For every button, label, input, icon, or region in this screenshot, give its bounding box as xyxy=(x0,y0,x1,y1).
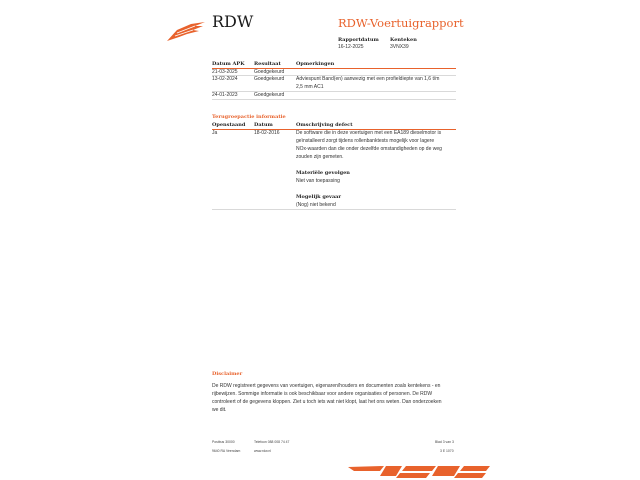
measures-value: Niet van toepassing xyxy=(296,178,340,184)
apk-row-divider xyxy=(212,99,456,100)
disclaimer-line: controleert of de gegevens kloppen. Ziet u toch iets wat niet klopt, laat het ons weten. Dan onderzoeken xyxy=(212,399,442,405)
recall-description-line: De software die in deze voertuigen met een EA189 dieselmotor is xyxy=(296,130,442,136)
report-date-label: Rapportdatum xyxy=(338,37,379,43)
footer-page-number: Blad 3 van 3 xyxy=(435,440,454,444)
apk-row-1-result: Goedgekeurd xyxy=(254,69,285,75)
recall-description-line: zouden zijn gemeten. xyxy=(296,154,344,160)
recall-description-line: geïnstalleerd zorgt tijdens rollenbanktests mogelijk voor lagere xyxy=(296,138,435,144)
recall-section-title: Terugroepactie informatie xyxy=(212,114,286,120)
recall-open-header: Openstaand xyxy=(212,122,246,128)
apk-row-3-result: Goedgekeurd xyxy=(254,92,285,98)
rdw-logo-icon xyxy=(165,20,209,44)
danger-label: Mogelijk gevaar xyxy=(296,194,342,200)
danger-value: (Nog) niet bekend xyxy=(296,202,336,208)
decorative-stripes-icon xyxy=(340,462,500,480)
apk-row-1-date: 21-03-2025 xyxy=(212,69,238,75)
disclaimer-line: we dit. xyxy=(212,407,227,413)
footer-address: 9640 RA Veendam xyxy=(212,449,241,453)
apk-header-divider xyxy=(212,68,456,69)
recall-description-line: NOx-waarden dan die onder dezelfde omstandigheden op de weg xyxy=(296,146,442,152)
disclaimer-line: De RDW registreert gegevens van voertuigen, eigenaren/houders en documenten zoals kentekens - en xyxy=(212,383,441,389)
recall-date-header: Datum xyxy=(254,122,273,128)
report-date-value: 16-12-2025 xyxy=(338,44,364,50)
disclaimer-title: Disclaimer xyxy=(212,371,243,377)
apk-date-header: Datum APK xyxy=(212,61,245,67)
recall-open-value: Ja xyxy=(212,130,218,136)
footer-code: 3 E 1070 xyxy=(440,449,454,453)
apk-row-2-result: Goedgekeurd xyxy=(254,76,285,82)
plate-value: 3VNX39 xyxy=(390,44,409,50)
recall-description-header: Omschrijving defect xyxy=(296,122,353,128)
apk-row-2-note-line2: 2,5 mm AC1 xyxy=(296,84,324,90)
recall-date-value: 18-02-2016 xyxy=(254,130,280,136)
footer-postbus: Postbus 30000 xyxy=(212,440,235,444)
footer-phone: Telefoon 088 008 74 47 xyxy=(254,440,290,444)
apk-row-divider xyxy=(212,91,456,92)
apk-row-2-note-line1: Adviespunt Band(en) aanwezig met een profieldiepte van 1,6 t/m xyxy=(296,76,440,82)
footer-website[interactable]: www.rdw.nl xyxy=(254,449,271,453)
report-title: RDW-Voertuigrapport xyxy=(338,16,464,30)
measures-label: Materiële gevolgen xyxy=(296,170,350,176)
logo-text: RDW xyxy=(212,12,254,31)
plate-label: Kenteken xyxy=(390,37,417,43)
apk-notes-header: Opmerkingen xyxy=(296,61,335,67)
recall-end-divider xyxy=(212,209,456,210)
apk-row-3-date: 24-01-2023 xyxy=(212,92,238,98)
apk-result-header: Resultaat xyxy=(254,61,281,67)
apk-row-2-date: 13-02-2024 xyxy=(212,76,238,82)
disclaimer-line: rijbewijzen. Sommige informatie is ook beschikbaar voor andere organisaties of personen. De RDW xyxy=(212,391,433,397)
